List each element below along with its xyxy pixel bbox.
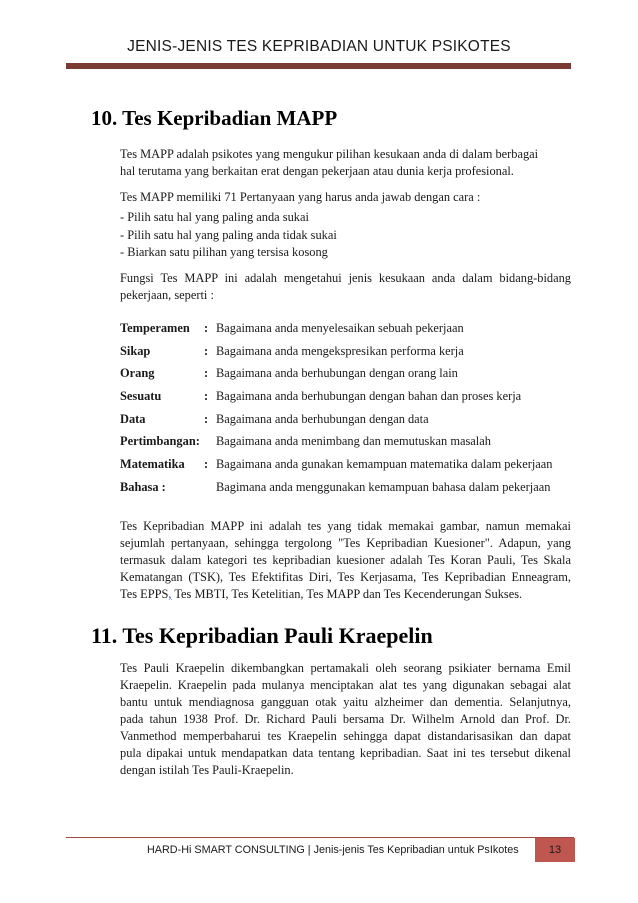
mapp-lead-text: Tes MAPP memiliki 71 Pertanyaan yang harus anda jawab dengan cara : <box>120 190 481 204</box>
closing-line: Tes Kepribadian MAPP ini adalah tes yang tidak memakai gambar, namun memakai <box>120 519 571 533</box>
table-description: Bagimana anda menggunakan kemampuan bahasa dalam pekerjaan <box>216 479 551 494</box>
paragraph-line: dengan istilah Tes Pauli-Kraepelin. <box>120 763 294 777</box>
footer-text: HARD-Hi SMART CONSULTING | Jenis-jenis Tes Kepribadian untuk PsIkotes <box>147 844 519 856</box>
table-colon: : <box>204 366 209 381</box>
page-number-badge: 13 <box>535 838 575 862</box>
table-colon: : <box>204 343 209 358</box>
section-10-heading: 10. Tes Kepribadian MAPP <box>91 106 338 130</box>
closing-text: Tes MBTI, Tes Ketelitian, Tes MAPP dan Tes Kecenderungan Sukses. <box>171 587 523 601</box>
mapp-fungsi-line: Fungsi Tes MAPP ini adalah mengetahui jenis kesukaan anda dalam bidang-bidang <box>120 271 571 285</box>
closing-line: termasuk dalam kategori tes kepribadian kuesioner adalah Tes Koran Pauli, Tes Skala <box>120 553 571 567</box>
list-item: - Pilih satu hal yang paling anda tidak sukai <box>120 227 337 242</box>
paragraph-line: Kraepelin. Kraepelin pada mulanya menciptakan alat tes yang digunakan sebagai alat <box>120 678 571 692</box>
list-item: - Biarkan satu pilihan yang tersisa kosong <box>120 245 328 259</box>
table-row <box>120 341 575 364</box>
table-description: Bagaimana anda berhubungan dengan orang lain <box>216 366 458 381</box>
closing-line: sejumlah pertanyaan, sehingga tergolong "Tes Kepribadian Kuesioner". Adapun, yang <box>120 536 571 550</box>
footer-rule <box>66 837 574 838</box>
table-term: Sesuatu <box>120 389 162 404</box>
table-term: Temperamen <box>120 321 190 335</box>
table-row <box>120 431 575 454</box>
table-row <box>120 409 575 432</box>
table-description: Bagaimana anda menimbang dan memutuskan masalah <box>216 434 491 449</box>
table-term: Orang <box>120 366 155 381</box>
table-term: Pertimbangan: <box>120 434 200 449</box>
table-colon: : <box>204 411 209 426</box>
mapp-intro-paragraph <box>120 146 571 180</box>
mapp-intro-line: Tes MAPP adalah psikotes yang mengukur pilihan kesukaan anda di dalam berbagai <box>120 147 539 161</box>
table-row <box>120 363 575 386</box>
paragraph-line: bantu untuk mendiagnosa gangguan otak yaitu alzheimer dan dementia. Selanjutnya, <box>120 695 571 709</box>
mapp-function-table <box>120 318 575 500</box>
list-item: - Pilih satu hal yang paling anda sukai <box>120 210 309 224</box>
section-11-heading: 11. Tes Kepribadian Pauli Kraepelin <box>91 623 433 648</box>
header-rule <box>66 63 571 69</box>
mapp-fungsi-paragraph <box>120 270 571 304</box>
paragraph-line: pada tahun 1938 Prof. Dr. Richard Pauli bersama Dr. Wilhelm Arnold dan Prof. Dr. <box>120 712 571 726</box>
table-description: Bagaimana anda mengekspresikan performa kerja <box>216 343 464 358</box>
table-colon: : <box>204 389 209 404</box>
paragraph-line: pula dipakai untuk mendapatkan data tentang kepribadian. Saat ini tes tersebut dikenal <box>120 746 571 760</box>
table-row <box>120 454 575 477</box>
paragraph-line: Vanmethod memperbaharui tes Kraepelin sehingga dapat distandarisasikan dan dapat <box>120 729 571 743</box>
table-row <box>120 318 575 341</box>
paragraph-line: Tes Pauli Kraepelin dikembangkan pertamakali oleh seorang psikiater bernama Emil <box>120 661 571 675</box>
page-header-title: JENIS-JENIS TES KEPRIBADIAN UNTUK PSIKOTES <box>127 38 511 55</box>
closing-line: Kematangan (TSK), Tes Efektifitas Diri, Tes Kerjasama, Tes Kepribadian Enneagram, <box>120 570 571 584</box>
mapp-fungsi-line: pekerjaan, seperti : <box>120 288 214 303</box>
closing-text: Tes EPPS <box>120 587 169 601</box>
closing-line <box>120 586 571 603</box>
mapp-bullet-list <box>120 209 337 262</box>
table-description: Bagaimana anda berhubungan dengan bahan dan proses kerja <box>216 389 522 404</box>
table-term: Matematika <box>120 457 185 472</box>
mapp-intro-line: hal terutama yang berkaitan erat dengan pekerjaan atau dunia kerja profesional. <box>120 164 514 179</box>
pauli-kraepelin-paragraph <box>120 660 571 779</box>
table-colon: : <box>204 457 209 472</box>
mapp-closing-paragraph <box>120 518 571 603</box>
tes-epps-link[interactable]: , <box>168 587 172 601</box>
table-colon: : <box>204 321 209 335</box>
table-term: Sikap <box>120 343 151 358</box>
table-row <box>120 477 575 500</box>
table-description: Bagaimana anda berhubungan dengan data <box>216 411 429 426</box>
table-term: Bahasa : <box>120 479 166 494</box>
table-row <box>120 386 575 409</box>
table-term: Data <box>120 411 146 426</box>
table-description: Bagaimana anda gunakan kemampuan matematika dalam pekerjaan <box>216 457 553 472</box>
table-description: Bagaimana anda menyelesaikan sebuah pekerjaan <box>216 321 464 335</box>
